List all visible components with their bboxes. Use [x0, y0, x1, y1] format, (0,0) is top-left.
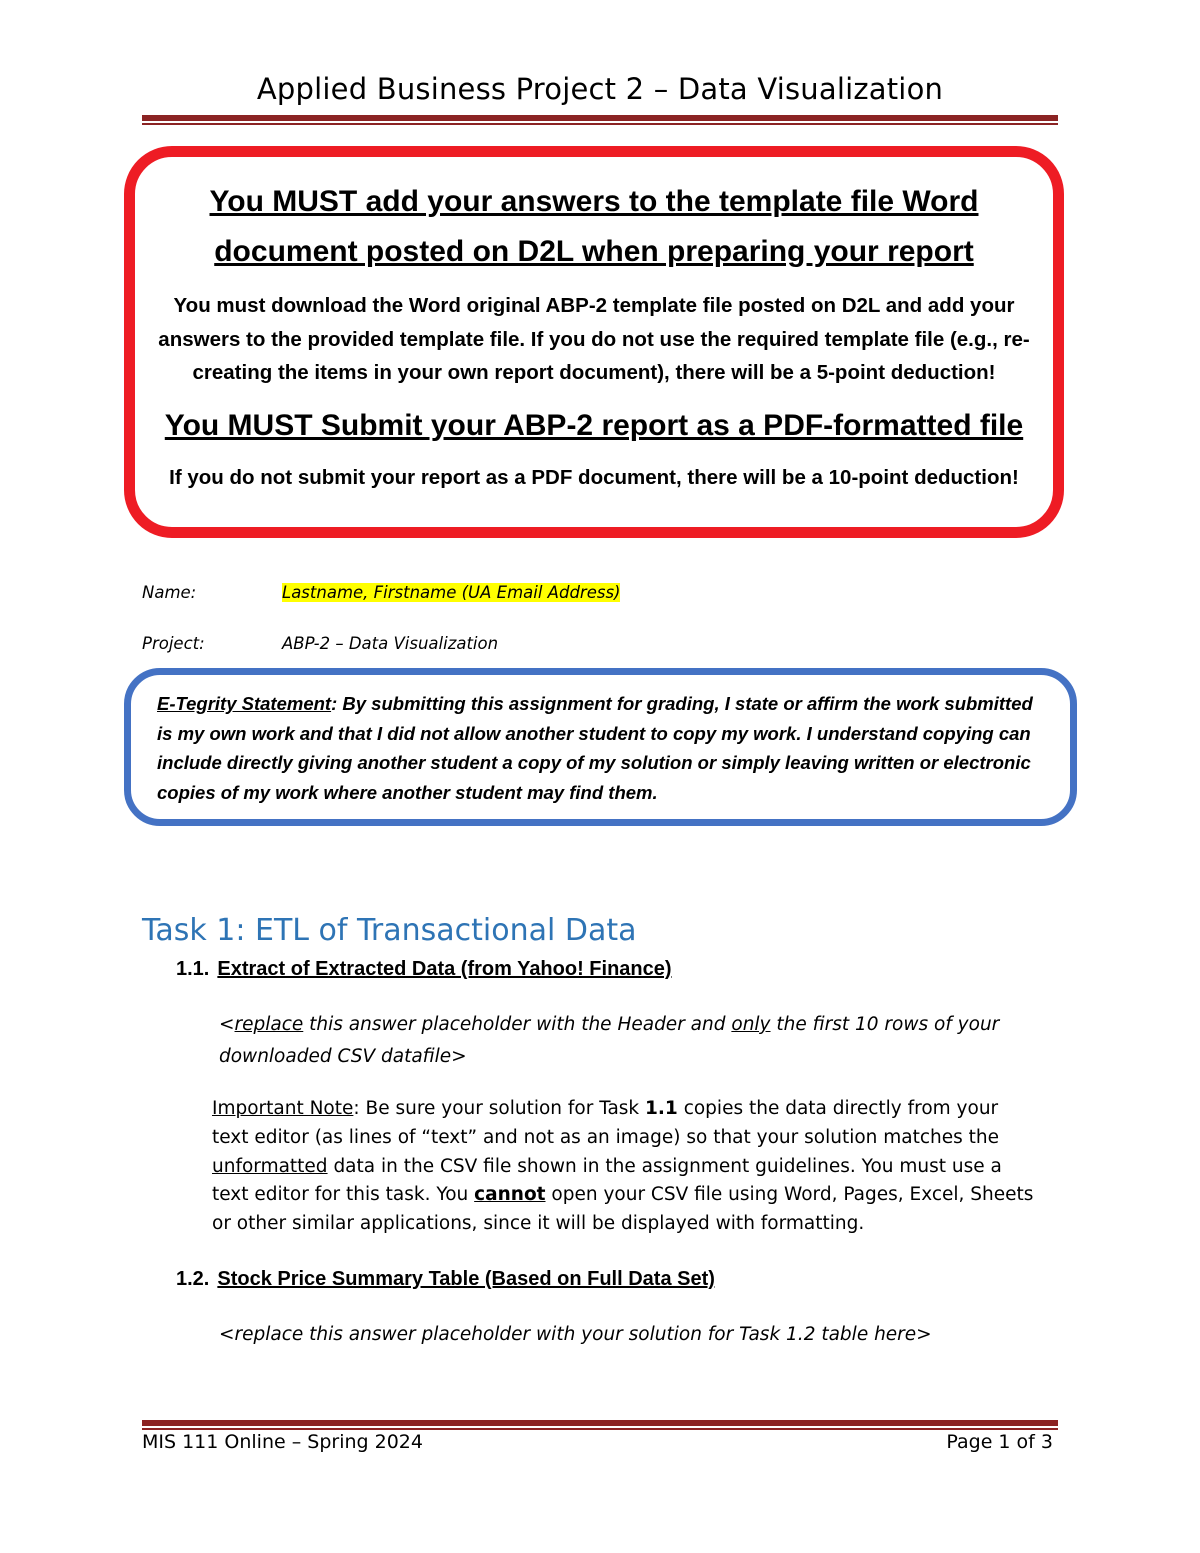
notice-heading — [135, 177, 1053, 277]
placeholder-1-2: <replace this answer placeholder with your solution for Task 1.2 table here> — [219, 1324, 932, 1345]
etegrity-text1: By submitting this assignment for grading, I state or affirm the work submitted — [337, 693, 1033, 714]
etegrity-line3: include directly giving another student a copy of my solution or simply leaving written or electronic — [157, 752, 1031, 773]
note-line4-a: text editor for this task. You — [212, 1184, 475, 1206]
footer-page-number: Page 1 of 3 — [946, 1431, 1053, 1453]
etegrity-colon: : — [331, 693, 338, 714]
notice-paragraph — [149, 289, 1039, 390]
note-line4 — [212, 1181, 1062, 1210]
name-row — [142, 583, 620, 602]
note-line3-text: data in the CSV file shown in the assignment guidelines. You must use a — [327, 1155, 1002, 1177]
subheading-1-2 — [176, 1268, 715, 1291]
note-line2: text editor (as lines of “text” and not as an image) so that your solution matches the — [212, 1126, 1000, 1148]
project-value: ABP-2 – Data Visualization — [282, 634, 499, 653]
subheading-1-1-title: Extract of Extracted Data (from Yahoo! Finance) — [217, 958, 672, 980]
etegrity-line4: copies of my work where another student may find them. — [157, 781, 658, 803]
subheading-1-1-number: 1.1. — [176, 958, 210, 980]
note-label: Important Note — [212, 1098, 354, 1119]
notice-heading-line1: You MUST add your answers to the template file Word — [209, 185, 979, 218]
page-header-title: Applied Business Project 2 – Data Visualization — [256, 72, 944, 106]
notice-paragraph-line1: You must download the Word original ABP-2 template file posted on D2L and add your — [173, 294, 1015, 317]
project-label: Project: — [142, 634, 205, 653]
name-value: Lastname, Firstname (UA Email Address) — [282, 583, 621, 602]
notice-paragraph-line2: answers to the provided template file. If you do not use the required template file (e.g., re- — [158, 327, 1030, 351]
important-note — [212, 1095, 1062, 1239]
note-line1 — [212, 1095, 1062, 1124]
placeholder-mid: this answer placeholder with the Header and — [303, 1014, 732, 1035]
placeholder-lt: < — [219, 1014, 235, 1035]
etegrity-line1 — [157, 689, 1044, 719]
footer-course: MIS 111 Online – Spring 2024 — [142, 1431, 423, 1453]
note-line3 — [212, 1153, 1062, 1182]
pdf-heading: You MUST Submit your ABP-2 report as a PDF-formatted file — [164, 408, 1024, 442]
note-word-unformatted: unformatted — [212, 1155, 328, 1177]
task1-heading: Task 1: ETL of Transactional Data — [142, 913, 637, 948]
placeholder-1-1-line1 — [219, 1009, 1039, 1041]
etegrity-statement-box — [124, 668, 1077, 826]
header-rule — [142, 115, 1058, 125]
subheading-1-2-title: Stock Price Summary Table (Based on Full Data Set) — [217, 1268, 715, 1290]
subheading-1-2-number: 1.2. — [176, 1268, 210, 1290]
template-notice-box — [124, 146, 1064, 538]
placeholder-1-1 — [219, 1009, 1039, 1073]
note-text-a: : Be sure your solution for Task — [353, 1098, 646, 1119]
placeholder-1-1-line2: downloaded CSV datafile> — [219, 1046, 467, 1067]
note-word-cannot: cannot — [474, 1184, 546, 1206]
note-line4-c: open your CSV file using Word, Pages, Excel, Sheets — [545, 1184, 1034, 1206]
note-task-ref: 1.1 — [645, 1098, 678, 1119]
footer-rule — [142, 1420, 1058, 1430]
note-line5: or other similar applications, since it will be displayed with formatting. — [212, 1213, 865, 1235]
name-label: Name: — [142, 583, 197, 602]
placeholder-word-only: only — [731, 1014, 771, 1035]
etegrity-line2: is my own work and that I did not allow another student to copy my work. I understand copying can — [157, 722, 1031, 744]
note-text-c: copies the data directly from your — [677, 1098, 999, 1119]
placeholder-post: the first 10 rows of your — [770, 1014, 1000, 1035]
notice-paragraph-line3: creating the items in your own report document), there will be a 5-point deduction! — [192, 361, 996, 384]
etegrity-lead: E-Tegrity Statement — [157, 693, 332, 714]
notice-heading-line2: document posted on D2L when preparing your report — [214, 235, 974, 268]
placeholder-word-replace: replace — [234, 1014, 304, 1035]
subheading-1-1 — [176, 958, 672, 981]
pdf-paragraph: If you do not submit your report as a PDF document, there will be a 10-point deduction! — [169, 465, 1019, 489]
project-row — [142, 634, 498, 653]
